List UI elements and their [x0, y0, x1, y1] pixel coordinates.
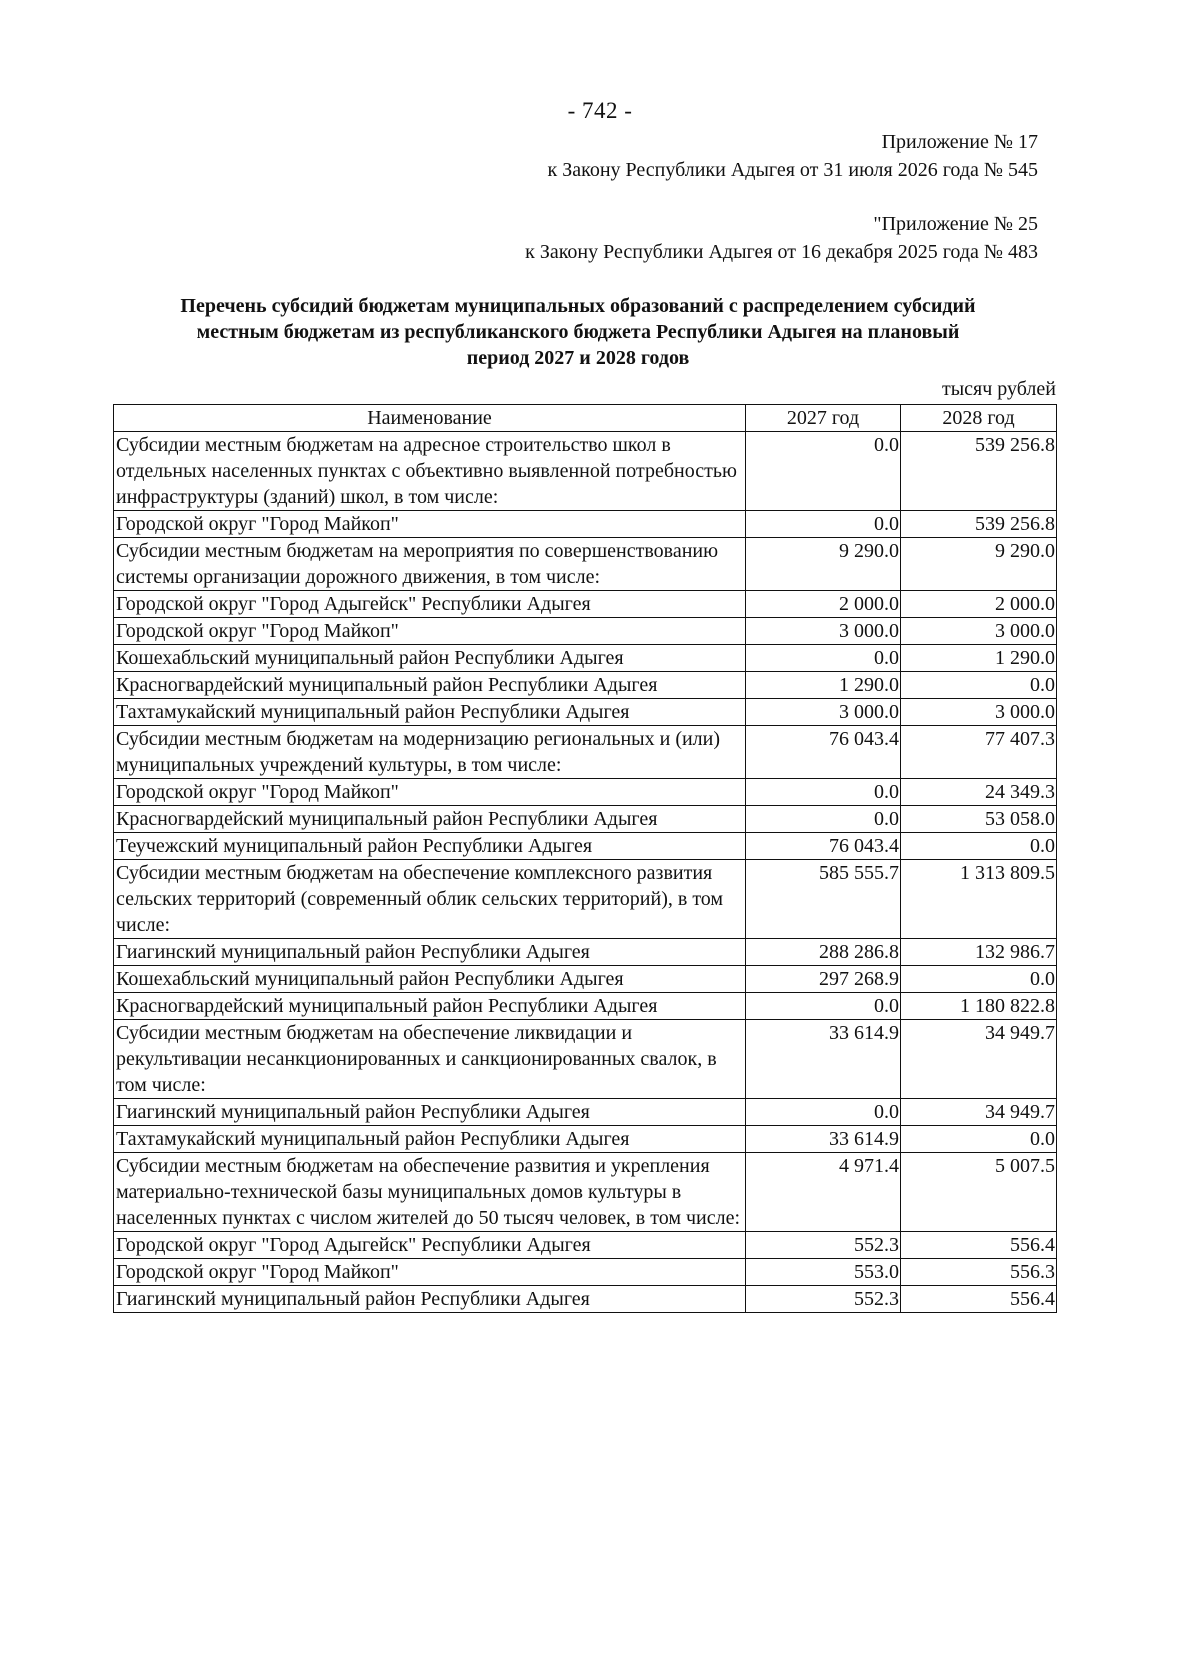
- row-value-2027: 76 043.4: [746, 833, 901, 860]
- row-value-2027: 0.0: [746, 1099, 901, 1126]
- title-line-3: период 2027 и 2028 годов: [466, 347, 690, 369]
- table-row: [114, 1286, 1057, 1313]
- table-row: [114, 1232, 1057, 1259]
- row-value-2028: 1 313 809.5: [901, 860, 1057, 939]
- row-name-cell: Субсидии местным бюджетам на обеспечение развития и укрепления материально-технической базы муниципальных домов культуры в населенных пунктах с числом жителей до 50 тысяч человек, в том числе:: [114, 1153, 746, 1232]
- row-value-2028: 34 949.7: [901, 1099, 1057, 1126]
- row-value-2028: 132 986.7: [901, 939, 1057, 966]
- row-value-2028: 53 058.0: [901, 806, 1057, 833]
- row-name-cell: Субсидии местным бюджетам на обеспечение комплексного развития сельских территорий (современный облик сельских территорий), в том числе:: [114, 860, 746, 939]
- row-value-2027: 552.3: [746, 1286, 901, 1313]
- table-row: [114, 1153, 1057, 1232]
- row-value-2028: 5 007.5: [901, 1153, 1057, 1232]
- table-row: [114, 1259, 1057, 1286]
- row-name-cell: Гиагинский муниципальный район Республики Адыгея: [114, 939, 746, 966]
- row-name-cell: Красногвардейский муниципальный район Республики Адыгея: [114, 806, 746, 833]
- row-name-cell: Городской округ "Город Майкоп": [114, 779, 746, 806]
- row-value-2027: 1 290.0: [746, 672, 901, 699]
- header-2028: 2028 год: [901, 405, 1057, 432]
- annex-law-reference: к Закону Республики Адыгея от 31 июля 2026 года № 545: [547, 159, 1038, 181]
- header-name: Наименование: [114, 405, 746, 432]
- row-value-2028: 77 407.3: [901, 726, 1057, 779]
- row-value-2028: 34 949.7: [901, 1020, 1057, 1099]
- row-value-2027: 4 971.4: [746, 1153, 901, 1232]
- table-row: [114, 860, 1057, 939]
- table-row: [114, 432, 1057, 511]
- title-line-2: местным бюджетам из республиканского бюджета Республики Адыгея на плановый: [196, 321, 960, 343]
- row-value-2028: 0.0: [901, 833, 1057, 860]
- row-value-2027: 33 614.9: [746, 1126, 901, 1153]
- subsidies-table: [113, 404, 1057, 1313]
- table-row: [114, 833, 1057, 860]
- row-name-cell: Гиагинский муниципальный район Республики Адыгея: [114, 1286, 746, 1313]
- row-name-cell: Кошехабльский муниципальный район Республики Адыгея: [114, 645, 746, 672]
- row-value-2028: 0.0: [901, 672, 1057, 699]
- page-number: - 742 -: [567, 98, 633, 123]
- row-value-2027: 2 000.0: [746, 591, 901, 618]
- table-row: [114, 966, 1057, 993]
- table-row: [114, 591, 1057, 618]
- row-value-2028: 3 000.0: [901, 618, 1057, 645]
- table-row: [114, 806, 1057, 833]
- row-value-2028: 1 180 822.8: [901, 993, 1057, 1020]
- header-2027: 2027 год: [746, 405, 901, 432]
- row-value-2028: 0.0: [901, 1126, 1057, 1153]
- row-name-cell: Городской округ "Город Адыгейск" Республики Адыгея: [114, 591, 746, 618]
- units-label: тысяч рублей: [941, 378, 1056, 400]
- annex-number-original: "Приложение № 25: [873, 213, 1038, 235]
- row-value-2027: 76 043.4: [746, 726, 901, 779]
- table-row: [114, 779, 1057, 806]
- row-value-2028: 1 290.0: [901, 645, 1057, 672]
- row-value-2027: 585 555.7: [746, 860, 901, 939]
- row-name-cell: Красногвардейский муниципальный район Республики Адыгея: [114, 672, 746, 699]
- row-name-cell: Кошехабльский муниципальный район Республики Адыгея: [114, 966, 746, 993]
- row-name-cell: Тахтамукайский муниципальный район Республики Адыгея: [114, 1126, 746, 1153]
- row-value-2027: 0.0: [746, 432, 901, 511]
- table-row: [114, 1126, 1057, 1153]
- row-value-2027: 0.0: [746, 993, 901, 1020]
- annex-number: Приложение № 17: [881, 131, 1038, 153]
- row-name-cell: Городской округ "Город Майкоп": [114, 511, 746, 538]
- row-value-2028: 539 256.8: [901, 511, 1057, 538]
- row-value-2027: 552.3: [746, 1232, 901, 1259]
- annex-law-reference-original: к Закону Республики Адыгея от 16 декабря 2025 года № 483: [525, 241, 1038, 263]
- row-value-2027: 33 614.9: [746, 1020, 901, 1099]
- table-row: [114, 511, 1057, 538]
- row-value-2028: 3 000.0: [901, 699, 1057, 726]
- table-row: [114, 538, 1057, 591]
- row-name-cell: Субсидии местным бюджетам на адресное строительство школ в отдельных населенных пунктах с объективно выявленной потребностью инфраструктуры (зданий) школ, в том числе:: [114, 432, 746, 511]
- row-name-cell: Субсидии местным бюджетам на мероприятия по совершенствованию системы организации дорожного движения, в том числе:: [114, 538, 746, 591]
- table-row: [114, 1099, 1057, 1126]
- row-name-cell: Городской округ "Город Майкоп": [114, 1259, 746, 1286]
- row-value-2027: 288 286.8: [746, 939, 901, 966]
- row-name-cell: Красногвардейский муниципальный район Республики Адыгея: [114, 993, 746, 1020]
- document-title: [110, 293, 1046, 371]
- row-value-2028: 24 349.3: [901, 779, 1057, 806]
- row-value-2028: 556.4: [901, 1232, 1057, 1259]
- row-value-2028: 0.0: [901, 966, 1057, 993]
- row-name-cell: Гиагинский муниципальный район Республики Адыгея: [114, 1099, 746, 1126]
- row-value-2027: 0.0: [746, 511, 901, 538]
- table-row: [114, 618, 1057, 645]
- row-name-cell: Городской округ "Город Майкоп": [114, 618, 746, 645]
- row-value-2027: 0.0: [746, 645, 901, 672]
- row-name-cell: Субсидии местным бюджетам на модернизацию региональных и (или) муниципальных учреждений культуры, в том числе:: [114, 726, 746, 779]
- table-row: [114, 645, 1057, 672]
- row-value-2027: 0.0: [746, 779, 901, 806]
- row-value-2027: 9 290.0: [746, 538, 901, 591]
- table-row: [114, 726, 1057, 779]
- row-value-2027: 297 268.9: [746, 966, 901, 993]
- table-row: [114, 993, 1057, 1020]
- table-row: [114, 699, 1057, 726]
- row-value-2027: 3 000.0: [746, 618, 901, 645]
- row-name-cell: Тахтамукайский муниципальный район Республики Адыгея: [114, 699, 746, 726]
- row-value-2028: 539 256.8: [901, 432, 1057, 511]
- annex-reference-current: [548, 128, 1039, 184]
- row-value-2027: 553.0: [746, 1259, 901, 1286]
- row-value-2028: 2 000.0: [901, 591, 1057, 618]
- title-line-1: Перечень субсидий бюджетам муниципальных образований с распределением субсидий: [180, 295, 976, 317]
- row-name-cell: Городской округ "Город Адыгейск" Республики Адыгея: [114, 1232, 746, 1259]
- table-header-row: [114, 405, 1057, 432]
- table-row: [114, 672, 1057, 699]
- table-row: [114, 939, 1057, 966]
- table-row: [114, 1020, 1057, 1099]
- row-value-2028: 556.4: [901, 1286, 1057, 1313]
- row-value-2027: 0.0: [746, 806, 901, 833]
- row-name-cell: Теучежский муниципальный район Республики Адыгея: [114, 833, 746, 860]
- row-name-cell: Субсидии местным бюджетам на обеспечение ликвидации и рекультивации несанкционированных и санкционированных свалок, в том числе:: [114, 1020, 746, 1099]
- row-value-2028: 556.3: [901, 1259, 1057, 1286]
- row-value-2027: 3 000.0: [746, 699, 901, 726]
- annex-reference-original: [525, 210, 1038, 266]
- row-value-2028: 9 290.0: [901, 538, 1057, 591]
